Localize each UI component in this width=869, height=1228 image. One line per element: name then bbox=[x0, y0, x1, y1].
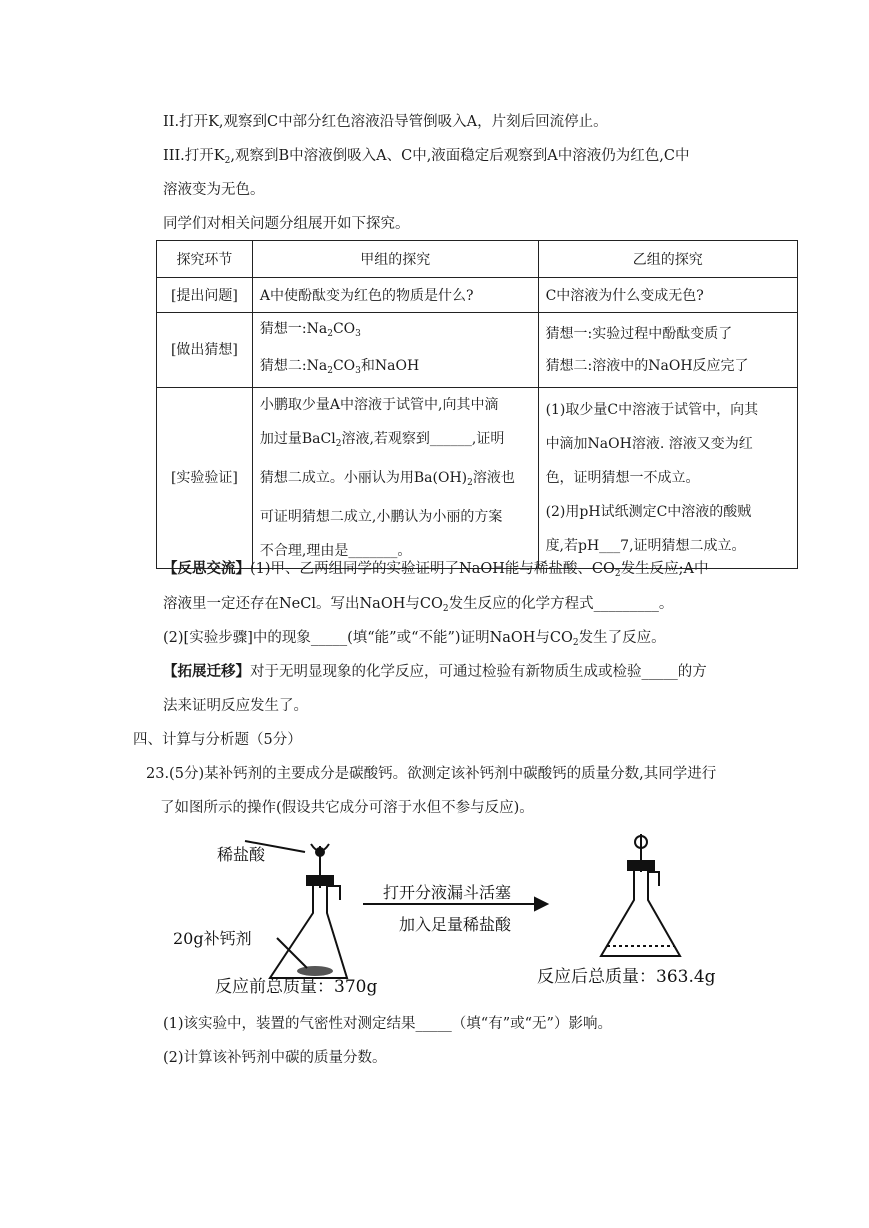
row-label: [做出猜想] bbox=[157, 313, 253, 388]
text-segment: 猜想二成立。小丽认为用Ba(OH) bbox=[259, 470, 468, 486]
text-segment: 猜想二:Na bbox=[259, 358, 328, 374]
verify-a-line bbox=[260, 461, 531, 500]
sample-label: 20g补钙剂 bbox=[173, 929, 252, 948]
text-segment: III.打开K bbox=[163, 148, 225, 164]
text-segment: 发生了反应。 bbox=[578, 630, 666, 646]
cell-group-a: A中使酚酞变为红色的物质是什么? bbox=[252, 278, 538, 313]
verify-b-line: 度,若pH___7,证明猜想二成立。 bbox=[545, 538, 746, 554]
header-cell-group-b: 乙组的探究 bbox=[538, 241, 797, 278]
subscript: 2 bbox=[467, 478, 473, 488]
verify-a-line: 不合理,理由是_______。 bbox=[259, 543, 412, 559]
left-side-tube bbox=[327, 886, 340, 900]
text-line-4: 同学们对相关问题分组展开如下探究。 bbox=[163, 216, 410, 232]
subscript: 2 bbox=[442, 604, 449, 614]
text-segment: 和NaOH bbox=[360, 358, 420, 374]
text-segment: (2)[实验步骤]中的现象_____(填“能”或“不能”)证明NaOH与CO bbox=[163, 630, 573, 646]
verify-a-line bbox=[260, 422, 531, 461]
acid-label: 稀盐酸 bbox=[217, 845, 266, 864]
header-cell-stage: 探究环节 bbox=[157, 241, 253, 278]
text-segment: 溶液,若观察到______,证明 bbox=[341, 431, 505, 447]
right-flask bbox=[601, 868, 680, 956]
subscript: 2 bbox=[327, 329, 333, 339]
arrow-bottom-label: 加入足量稀盐酸 bbox=[399, 915, 512, 934]
after-mass-label: 反应后总质量：363.4g bbox=[537, 967, 716, 987]
text-line-1: II.打开K,观察到C中部分红色溶液沿导管倒吸入A，片刻后回流停止。 bbox=[163, 114, 608, 130]
question-23-part-2: (2)计算该补钙剂中碳的质量分数。 bbox=[163, 1050, 387, 1066]
verify-b-line: (1)取少量C中溶液于试管中，向其 bbox=[545, 402, 759, 418]
subscript: 2 bbox=[327, 366, 333, 376]
extend-line-2: 法来证明反应发生了。 bbox=[163, 698, 308, 714]
cell-group-a bbox=[252, 313, 538, 388]
row-label: [提出问题] bbox=[157, 278, 253, 313]
subscript: 2 bbox=[572, 638, 579, 648]
question-23-part-1: (1)该实验中，装置的气密性对测定结果_____（填“有”或“无”）影响。 bbox=[163, 1016, 612, 1032]
text-segment: 溶液里一定还存在NeCl。写出NaOH与CO bbox=[163, 596, 443, 612]
table-row-verify bbox=[157, 388, 798, 569]
verify-b-line: 中滴加NaOH溶液. 溶液又变为红 bbox=[545, 436, 753, 452]
verify-a-line: 可证明猜想二成立,小鹏认为小丽的方案 bbox=[259, 509, 503, 525]
inquiry-table bbox=[156, 240, 798, 569]
subscript: 3 bbox=[355, 366, 361, 376]
reflect-line-1 bbox=[163, 559, 708, 584]
verify-b-line: 色，证明猜想一不成立。 bbox=[545, 470, 700, 486]
text-line-2 bbox=[163, 146, 689, 171]
left-flask bbox=[270, 883, 347, 978]
question-23-line-2: 了如图所示的操作(假设共它成分可溶于水但不参与反应)。 bbox=[160, 800, 534, 816]
reflect-line-2 bbox=[163, 594, 673, 619]
text-segment: ,观察到B中溶液倒吸入A、C中,液面稳定后观察到A中溶液仍为红色,C中 bbox=[230, 148, 690, 164]
cell-group-b bbox=[538, 388, 797, 569]
extend-title: 【拓展迁移】 bbox=[163, 663, 250, 680]
subscript: 3 bbox=[355, 329, 361, 339]
reflect-title: 【反思交流】 bbox=[163, 560, 250, 577]
sample-pointer bbox=[277, 938, 307, 968]
text-segment: 发生反应;A中 bbox=[620, 561, 709, 577]
cell-group-a bbox=[252, 388, 538, 569]
text-line-3: 溶液变为无色。 bbox=[163, 182, 265, 198]
reflect-line-3 bbox=[163, 628, 666, 653]
subscript: 2 bbox=[614, 569, 621, 579]
text-segment: 加过量BaCl bbox=[259, 431, 336, 447]
section-heading: 四、计算与分析题（5分） bbox=[133, 732, 302, 748]
guess-a-1 bbox=[260, 313, 531, 350]
guess-b-1: 猜想一:实验过程中酚酞变质了 bbox=[545, 326, 733, 342]
arrow-top-label: 打开分液漏斗活塞 bbox=[383, 883, 512, 902]
text-segment: CO bbox=[332, 321, 356, 337]
table-row-question bbox=[157, 278, 798, 313]
table-header-row bbox=[157, 241, 798, 278]
header-cell-group-a: 甲组的探究 bbox=[252, 241, 538, 278]
text-segment: 溶液也 bbox=[472, 470, 515, 486]
apparatus-figure bbox=[155, 828, 787, 998]
left-funnel-valve bbox=[316, 848, 324, 856]
text-segment: 发生反应的化学方程式_________。 bbox=[448, 596, 674, 612]
subscript: 2 bbox=[335, 439, 342, 449]
reaction-arrow-head bbox=[535, 898, 547, 910]
right-side-tube bbox=[648, 872, 659, 886]
text-segment: CO bbox=[332, 358, 356, 374]
row-label: [实验验证] bbox=[157, 388, 253, 569]
table-row-guess bbox=[157, 313, 798, 388]
guess-a-2 bbox=[260, 350, 531, 387]
verify-a-line: 小鹏取少量A中溶液于试管中,向其中滴 bbox=[259, 397, 499, 413]
guess-b-2: 猜想二:溶液中的NaOH反应完了 bbox=[545, 358, 749, 374]
text-segment: (1)甲、乙两组同学的实验证明了NaOH能与稀盐酸、CO bbox=[250, 561, 615, 577]
subscript: 2 bbox=[224, 156, 231, 166]
extend-line-1 bbox=[163, 662, 707, 682]
cell-group-b: C中溶液为什么变成无色? bbox=[538, 278, 797, 313]
question-23-line-1: 23.(5分)某补钙剂的主要成分是碳酸钙。欲测定该补钙剂中碳酸钙的质量分数,其同学进行 bbox=[146, 766, 717, 782]
text-segment: 对于无明显现象的化学反应，可通过检验有新物质生成或检验_____的方 bbox=[250, 664, 707, 680]
verify-b-line: (2)用pH试纸测定C中溶液的酸贼 bbox=[545, 504, 752, 520]
before-mass-label: 反应前总质量：370g bbox=[215, 977, 378, 997]
text-segment: 猜想一:Na bbox=[259, 321, 328, 337]
cell-group-b bbox=[538, 313, 797, 388]
